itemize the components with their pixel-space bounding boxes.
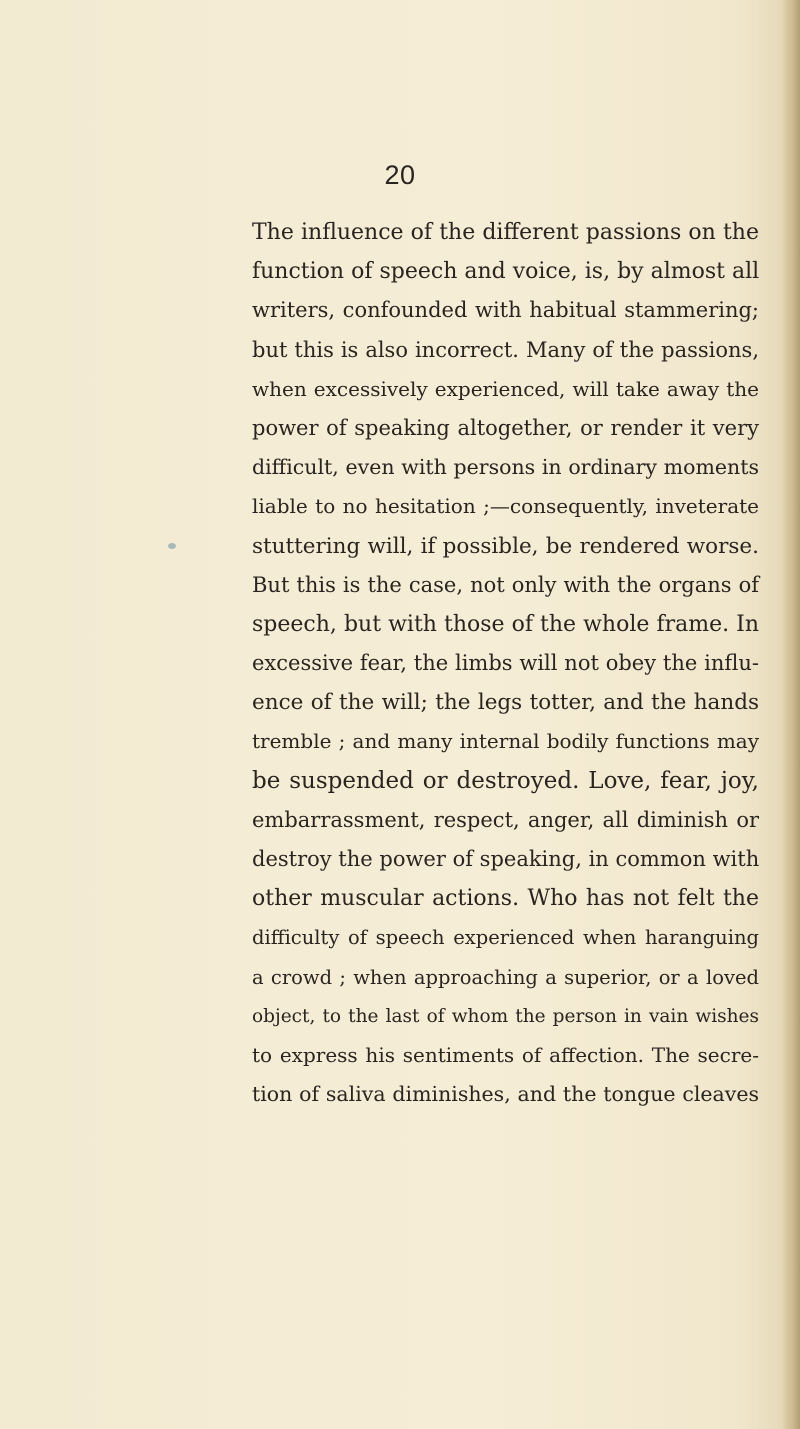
text-line-5: when excessively experienced, will take away the <box>252 376 759 401</box>
text-line-17: destroy the power of speaking, in common with <box>252 847 760 871</box>
text-line-16: embarrassment, respect, anger, all diminish or <box>252 807 759 832</box>
text-line-1: The influence of the different passions on the <box>252 220 759 245</box>
text-line-12: excessive fear, the limbs will not obey the influ- <box>252 651 759 676</box>
text-line-22: to express his sentiments of affection. The secre- <box>252 1042 759 1067</box>
text-line-23: tion of saliva diminishes, and the tongue cleaves <box>252 1082 759 1107</box>
text-line-2: function of speech and voice, is, by almost all <box>252 259 760 285</box>
text-line-4: but this is also incorrect. Many of the passions, <box>252 337 759 362</box>
text-line-10: But this is the case, not only with the organs of <box>252 572 759 597</box>
text-line-21: object, to the last of whom the person in vain wishes <box>252 1005 759 1027</box>
text-line-18: other muscular actions. Who has not felt the <box>252 886 759 912</box>
text-line-8: liable to no hesitation ;—consequently, inveterate <box>252 494 759 519</box>
text-line-6: power of speaking altogether, or render it very <box>252 415 759 440</box>
text-line-14: tremble ; and many internal bodily functions may <box>252 729 759 754</box>
text-line-19: difficulty of speech experienced when haranguing <box>252 926 759 950</box>
text-line-7: difficult, even with persons in ordinary moments <box>252 455 759 480</box>
page-number: 20 <box>384 160 416 190</box>
text-line-15: be suspended or destroyed. Love, fear, joy, <box>252 767 759 794</box>
text-line-13: ence of the will; the legs totter, and the hands <box>252 690 759 716</box>
text-line-3: writers, confounded with habitual stammering; <box>252 298 759 323</box>
body-paragraph <box>252 213 759 1114</box>
text-line-9: stuttering will, if possible, be rendered worse. <box>252 533 759 559</box>
text-line-11: speech, but with those of the whole frame. In <box>252 611 759 637</box>
text-line-20: a crowd ; when approaching a superior, or a loved <box>252 965 759 989</box>
page-edge-shadow <box>782 0 800 1429</box>
paper-speck <box>168 543 176 549</box>
